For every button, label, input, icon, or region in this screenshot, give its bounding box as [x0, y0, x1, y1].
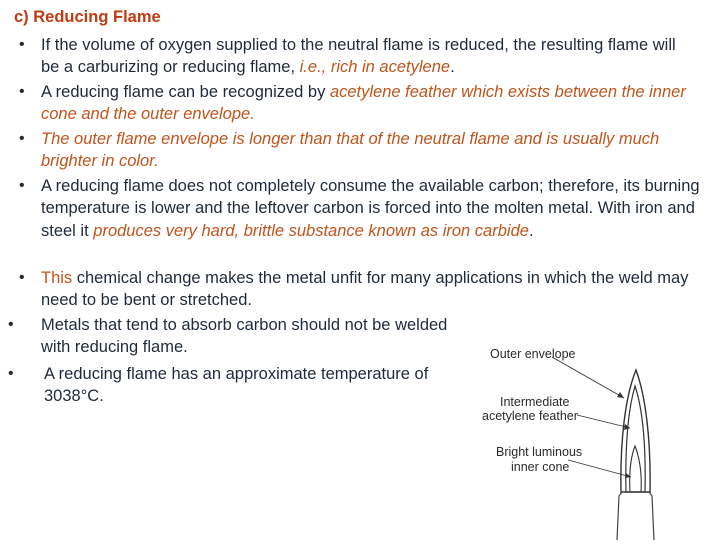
bullet-marker: •: [19, 36, 25, 53]
bullet-item-4: [19, 175, 701, 242]
bullet-text: A reducing flame has an approximate temperature of 3038°C.: [44, 365, 429, 406]
bullet-text: chemical change makes the metal unfit for many applications in which the weld may need to be bent or stretched.: [41, 269, 689, 310]
bullet-marker: •: [19, 130, 25, 147]
bullet-text: A reducing flame does not completely consume the available carbon; therefore, its burning temperature is lower and the leftover carbon is forced into the molten metal. With iron and steel it: [41, 177, 700, 240]
bullet-item-3: [19, 128, 701, 173]
bullet-text: If the volume of oxygen supplied to the neutral flame is reduced, the resulting flame will be a carburizing or reducing flame,: [41, 36, 676, 77]
cone-label-line2: inner cone: [511, 460, 570, 474]
bullet-item-7: [8, 363, 474, 408]
slide-title: c) Reducing Flame: [14, 8, 161, 26]
bullet-emphasis: This: [41, 269, 73, 287]
flame-illustration: [478, 342, 718, 540]
bullet-text: .: [528, 221, 534, 240]
bullet-marker: •: [8, 316, 14, 333]
bullet-item-1: [19, 34, 691, 79]
outer-envelope-label: Outer envelope: [490, 347, 576, 361]
bullet-emphasis: The outer flame envelope is longer than that of the neutral flame and is usually much brighter in color.: [41, 130, 660, 171]
bullet-item-5: [19, 267, 701, 312]
bullet-text: Metals that tend to absorb carbon should not be welded with reducing flame.: [41, 316, 448, 357]
bullet-text: A reducing flame can be recognized by: [41, 83, 330, 101]
feather-label-line1: Intermediate: [500, 395, 570, 409]
bullet-text: .: [450, 58, 455, 77]
bullet-item-6: [8, 314, 471, 359]
bullet-marker: •: [19, 269, 25, 286]
bullet-marker: •: [19, 83, 25, 100]
bullet-emphasis: produces very hard, brittle substance known as iron carbide: [93, 221, 529, 240]
cone-label-line1: Bright luminous: [496, 445, 583, 459]
feather-label-line2: acetylene feather: [482, 409, 578, 423]
bullet-item-2: [19, 81, 701, 126]
bullet-marker: •: [8, 365, 14, 382]
bullet-emphasis: i.e., rich in acetylene: [299, 58, 451, 77]
flame-diagram: [478, 342, 718, 540]
bullet-emphasis: acetylene feather which exists between the inner cone and the outer envelope.: [41, 83, 686, 124]
bullet-marker: •: [19, 177, 25, 194]
